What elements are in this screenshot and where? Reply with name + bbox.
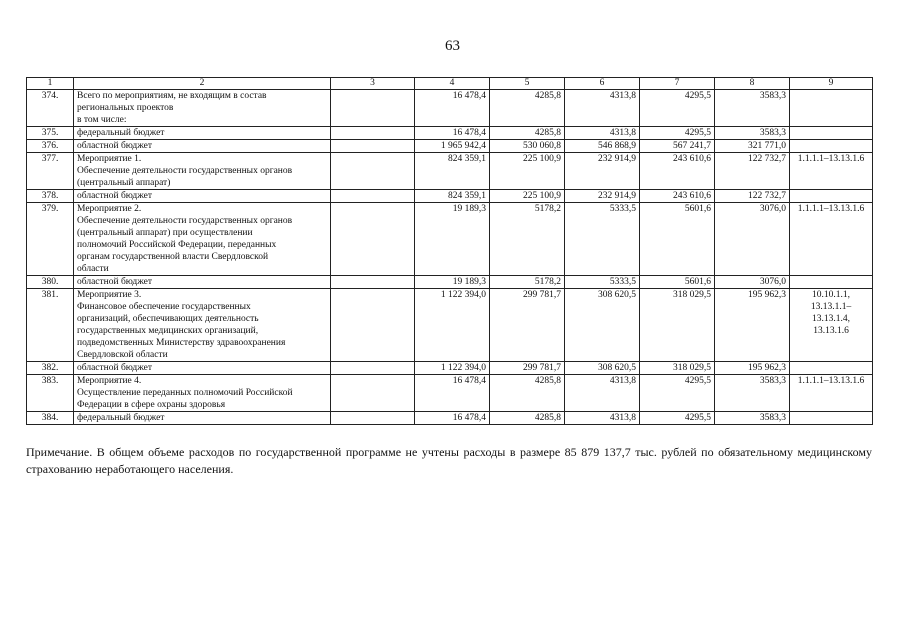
target-indicators xyxy=(790,190,873,203)
target-indicator-line: 13.13.1.1– xyxy=(810,302,852,312)
cell-col5: 225 100,9 xyxy=(490,190,565,203)
column-header: 3 xyxy=(331,78,415,90)
item-name-line: в том числе: xyxy=(77,115,127,125)
item-name-line: областной бюджет xyxy=(77,363,153,373)
target-indicators xyxy=(790,90,873,127)
cell-col4: 824 359,1 xyxy=(415,153,490,190)
cell-col7: 318 029,5 xyxy=(640,362,715,375)
item-name-line: Мероприятие 3. xyxy=(77,290,142,300)
page-number: 63 xyxy=(445,38,460,54)
item-name-line: областной бюджет xyxy=(77,141,153,151)
item-name-line: Обеспечение деятельности государственных органов xyxy=(77,216,293,226)
cell-col4: 1 965 942,4 xyxy=(415,140,490,153)
table-row xyxy=(27,140,873,153)
row-number: 383. xyxy=(27,375,74,412)
item-name xyxy=(74,153,331,190)
cell-col6: 4313,8 xyxy=(565,412,640,425)
item-name xyxy=(74,362,331,375)
item-name-line: федеральный бюджет xyxy=(77,128,165,138)
row-number: 376. xyxy=(27,140,74,153)
item-name xyxy=(74,375,331,412)
cell-col6: 4313,8 xyxy=(565,127,640,140)
table-row xyxy=(27,153,873,190)
item-name-line: региональных проектов xyxy=(77,103,174,113)
cell-col4: 1 122 394,0 xyxy=(415,362,490,375)
table-row xyxy=(27,289,873,362)
cell-col6: 4313,8 xyxy=(565,90,640,127)
item-name xyxy=(74,190,331,203)
cell-col3 xyxy=(331,289,415,362)
item-name-line: Обеспечение деятельности государственных органов xyxy=(77,166,293,176)
cell-col5: 5178,2 xyxy=(490,203,565,276)
cell-col4: 19 189,3 xyxy=(415,203,490,276)
cell-col3 xyxy=(331,140,415,153)
item-name xyxy=(74,140,331,153)
row-number: 378. xyxy=(27,190,74,203)
target-indicators xyxy=(790,375,873,412)
column-header: 1 xyxy=(27,78,74,90)
cell-col3 xyxy=(331,153,415,190)
row-number: 379. xyxy=(27,203,74,276)
item-name xyxy=(74,276,331,289)
cell-col8: 3583,3 xyxy=(715,90,790,127)
cell-col3 xyxy=(331,375,415,412)
cell-col4: 19 189,3 xyxy=(415,276,490,289)
item-name-line: областной бюджет xyxy=(77,191,153,201)
cell-col5: 4285,8 xyxy=(490,412,565,425)
table-row xyxy=(27,362,873,375)
cell-col7: 567 241,7 xyxy=(640,140,715,153)
cell-col8: 3583,3 xyxy=(715,412,790,425)
footnote: Примечание. В общем объеме расходов по государственной программе не учтены расходы в размере 85 879 137,7 тыс. рублей по обязательному медицинскому страхованию неработающего населения. xyxy=(26,445,872,476)
cell-col7: 5601,6 xyxy=(640,203,715,276)
target-indicator-line: 13.13.1.4, xyxy=(812,314,850,324)
cell-col6: 232 914,9 xyxy=(565,153,640,190)
cell-col5: 299 781,7 xyxy=(490,289,565,362)
cell-col8: 3076,0 xyxy=(715,203,790,276)
item-name xyxy=(74,127,331,140)
table-row xyxy=(27,127,873,140)
row-number: 374. xyxy=(27,90,74,127)
item-name-line: Свердловской области xyxy=(77,350,168,360)
cell-col7: 4295,5 xyxy=(640,412,715,425)
table-row xyxy=(27,375,873,412)
cell-col4: 824 359,1 xyxy=(415,190,490,203)
cell-col7: 4295,5 xyxy=(640,90,715,127)
target-indicators xyxy=(790,362,873,375)
row-number: 375. xyxy=(27,127,74,140)
cell-col3 xyxy=(331,362,415,375)
target-indicator-line: 10.10.1.1, xyxy=(812,290,850,300)
row-number: 384. xyxy=(27,412,74,425)
cell-col6: 4313,8 xyxy=(565,375,640,412)
item-name xyxy=(74,289,331,362)
item-name-line: (центральный аппарат) при осуществлении xyxy=(77,228,253,238)
cell-col6: 546 868,9 xyxy=(565,140,640,153)
item-name-line: полномочий Российской Федерации, переданных xyxy=(77,240,277,250)
table-body xyxy=(27,90,873,425)
item-name-line: Федерации в сфере охраны здоровья xyxy=(77,400,226,410)
cell-col8: 3583,3 xyxy=(715,127,790,140)
item-name-line: федеральный бюджет xyxy=(77,413,165,423)
cell-col5: 4285,8 xyxy=(490,375,565,412)
cell-col3 xyxy=(331,276,415,289)
cell-col4: 16 478,4 xyxy=(415,127,490,140)
target-indicators xyxy=(790,140,873,153)
item-name-line: Мероприятие 2. xyxy=(77,204,142,214)
target-indicators xyxy=(790,153,873,190)
item-name-line: организаций, обеспечивающих деятельность xyxy=(77,314,259,324)
table-row xyxy=(27,412,873,425)
cell-col3 xyxy=(331,412,415,425)
item-name-line: Мероприятие 4. xyxy=(77,376,142,386)
cell-col6: 308 620,5 xyxy=(565,289,640,362)
target-indicators xyxy=(790,412,873,425)
table-row xyxy=(27,90,873,127)
target-indicator-line: 13.13.1.6 xyxy=(813,326,849,336)
cell-col7: 4295,5 xyxy=(640,375,715,412)
column-header: 7 xyxy=(640,78,715,90)
cell-col7: 5601,6 xyxy=(640,276,715,289)
item-name-line: Мероприятие 1. xyxy=(77,154,142,164)
cell-col5: 5178,2 xyxy=(490,276,565,289)
item-name-line: подведомственных Министерству здравоохранения xyxy=(77,338,286,348)
cell-col6: 232 914,9 xyxy=(565,190,640,203)
cell-col8: 122 732,7 xyxy=(715,190,790,203)
column-header: 6 xyxy=(565,78,640,90)
item-name-line: Осуществление переданных полномочий Российской xyxy=(77,388,293,398)
cell-col5: 225 100,9 xyxy=(490,153,565,190)
item-name-line: (центральный аппарат) xyxy=(77,178,171,188)
row-number: 381. xyxy=(27,289,74,362)
cell-col6: 308 620,5 xyxy=(565,362,640,375)
target-indicator-line: 1.1.1.1–13.13.1.6 xyxy=(797,154,865,164)
cell-col6: 5333,5 xyxy=(565,276,640,289)
cell-col3 xyxy=(331,203,415,276)
row-number: 377. xyxy=(27,153,74,190)
cell-col5: 4285,8 xyxy=(490,127,565,140)
cell-col7: 4295,5 xyxy=(640,127,715,140)
cell-col7: 318 029,5 xyxy=(640,289,715,362)
target-indicator-line: 1.1.1.1–13.13.1.6 xyxy=(797,204,865,214)
cell-col5: 299 781,7 xyxy=(490,362,565,375)
target-indicator-line: 1.1.1.1–13.13.1.6 xyxy=(797,376,865,386)
cell-col4: 16 478,4 xyxy=(415,412,490,425)
cell-col7: 243 610,6 xyxy=(640,190,715,203)
item-name-line: Всего по мероприятиям, не входящим в состав xyxy=(77,91,267,101)
cell-col8: 3583,3 xyxy=(715,375,790,412)
item-name-line: области xyxy=(77,264,109,274)
cell-col5: 4285,8 xyxy=(490,90,565,127)
table-row xyxy=(27,203,873,276)
cell-col6: 5333,5 xyxy=(565,203,640,276)
target-indicators xyxy=(790,289,873,362)
cell-col7: 243 610,6 xyxy=(640,153,715,190)
target-indicators xyxy=(790,203,873,276)
item-name xyxy=(74,203,331,276)
cell-col8: 195 962,3 xyxy=(715,289,790,362)
target-indicators xyxy=(790,276,873,289)
cell-col3 xyxy=(331,127,415,140)
row-number: 382. xyxy=(27,362,74,375)
cell-col4: 16 478,4 xyxy=(415,90,490,127)
cell-col8: 122 732,7 xyxy=(715,153,790,190)
column-header: 5 xyxy=(490,78,565,90)
cell-col4: 16 478,4 xyxy=(415,375,490,412)
item-name-line: Финансовое обеспечение государственных xyxy=(77,302,251,312)
item-name xyxy=(74,412,331,425)
column-header: 2 xyxy=(74,78,331,90)
column-header: 4 xyxy=(415,78,490,90)
column-header: 9 xyxy=(790,78,873,90)
row-number: 380. xyxy=(27,276,74,289)
item-name-line: областной бюджет xyxy=(77,277,153,287)
cell-col8: 321 771,0 xyxy=(715,140,790,153)
table-row xyxy=(27,190,873,203)
cell-col8: 3076,0 xyxy=(715,276,790,289)
cell-col8: 195 962,3 xyxy=(715,362,790,375)
target-indicators xyxy=(790,127,873,140)
cell-col4: 1 122 394,0 xyxy=(415,289,490,362)
item-name-line: органам государственной власти Свердловской xyxy=(77,252,269,262)
item-name-line: государственных медицинских организаций, xyxy=(77,326,259,336)
cell-col3 xyxy=(331,90,415,127)
column-header: 8 xyxy=(715,78,790,90)
cell-col5: 530 060,8 xyxy=(490,140,565,153)
item-name xyxy=(74,90,331,127)
cell-col3 xyxy=(331,190,415,203)
budget-table xyxy=(26,77,873,425)
table-header-row xyxy=(27,78,873,90)
table-row xyxy=(27,276,873,289)
